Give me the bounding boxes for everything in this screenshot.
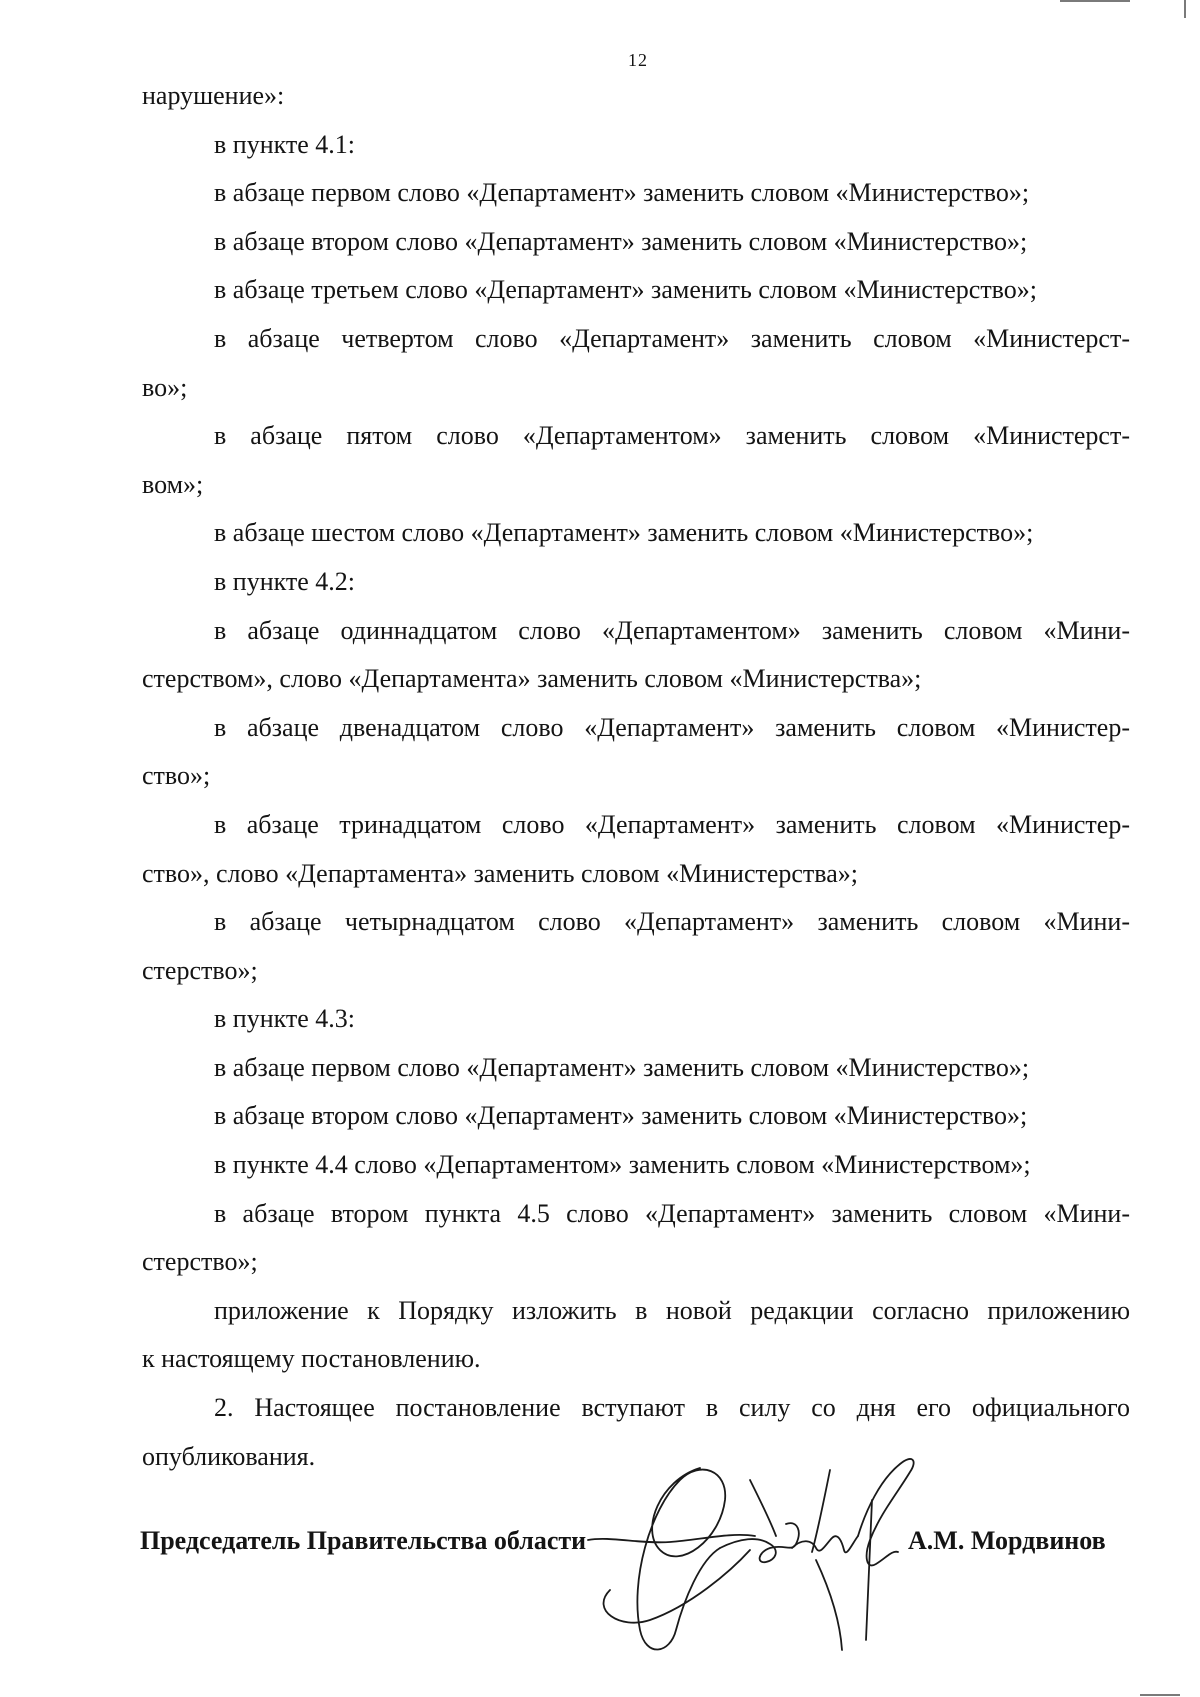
paragraph-line: к настоящему постановлению. xyxy=(142,1344,481,1374)
paragraph-line: опубликования. xyxy=(142,1441,316,1471)
paragraph-line: в абзаце одиннадцатом слово «Департаментом» заменить словом «Мини- xyxy=(214,615,1130,645)
paragraph-line: приложение к Порядку изложить в новой редакции согласно приложению xyxy=(214,1295,1130,1325)
paragraph-line: ство», слово «Департамента» заменить словом «Министерства»; xyxy=(142,858,858,888)
paragraph-line: в абзаце пятом слово «Департаментом» заменить словом «Министерст- xyxy=(214,421,1130,451)
page-number: 12 xyxy=(628,50,648,70)
paragraph-line: в абзаце втором слово «Департамент» заменить словом «Министерство»; xyxy=(214,1101,1028,1131)
paragraph-line: вом»; xyxy=(142,469,204,499)
paragraph-line: в пункте 4.1: xyxy=(214,129,356,159)
paragraph-line: в пункте 4.4 слово «Департаментом» заменить словом «Министерством»; xyxy=(214,1150,1031,1180)
handwritten-signature xyxy=(580,1440,940,1670)
signatory-name: А.М. Мордвинов xyxy=(908,1526,1106,1555)
paragraph-line: в абзаце первом слово «Департамент» заменить словом «Министерство»; xyxy=(214,1052,1030,1082)
document-body xyxy=(142,72,1130,1481)
paragraph-line: в абзаце втором слово «Департамент» заменить словом «Министерство»; xyxy=(214,226,1028,256)
scan-edge-mark xyxy=(1060,0,1130,2)
paragraph-line: стерство»; xyxy=(142,1247,258,1277)
paragraph-line: в пункте 4.2: xyxy=(214,566,356,596)
signatory-title: Председатель Правительства области xyxy=(140,1526,587,1555)
paragraph-line: стерством», слово «Департамента» заменить словом «Министерства»; xyxy=(142,664,922,694)
scan-edge-mark xyxy=(1140,1694,1180,1696)
paragraph-line: в абзаце шестом слово «Департамент» заменить словом «Министерство»; xyxy=(214,518,1034,548)
paragraph-line: в абзаце четвертом слово «Департамент» заменить словом «Министерст- xyxy=(214,323,1130,353)
paragraph-line: в абзаце четырнадцатом слово «Департамент» заменить словом «Мини- xyxy=(214,907,1130,937)
paragraph-line: в абзаце третьем слово «Департамент» заменить словом «Министерство»; xyxy=(214,275,1037,305)
paragraph-line: нарушение»: xyxy=(142,81,285,110)
paragraph-line: в пункте 4.3: xyxy=(214,1004,356,1034)
paragraph-line: в абзаце тринадцатом слово «Департамент» заменить словом «Министер- xyxy=(214,809,1130,839)
paragraph-line: во»; xyxy=(142,372,188,402)
paragraph-line: стерство»; xyxy=(142,955,258,985)
scan-edge-mark xyxy=(1184,0,1186,18)
paragraph-line: в абзаце двенадцатом слово «Департамент» заменить словом «Министер- xyxy=(214,712,1130,742)
paragraph-line: в абзаце первом слово «Департамент» заменить словом «Министерство»; xyxy=(214,178,1030,208)
paragraph-line: в абзаце втором пункта 4.5 слово «Департамент» заменить словом «Мини- xyxy=(214,1198,1130,1228)
paragraph-line: ство»; xyxy=(142,761,211,791)
paragraph-line: 2. Настоящее постановление вступают в силу со дня его официального xyxy=(214,1393,1130,1423)
